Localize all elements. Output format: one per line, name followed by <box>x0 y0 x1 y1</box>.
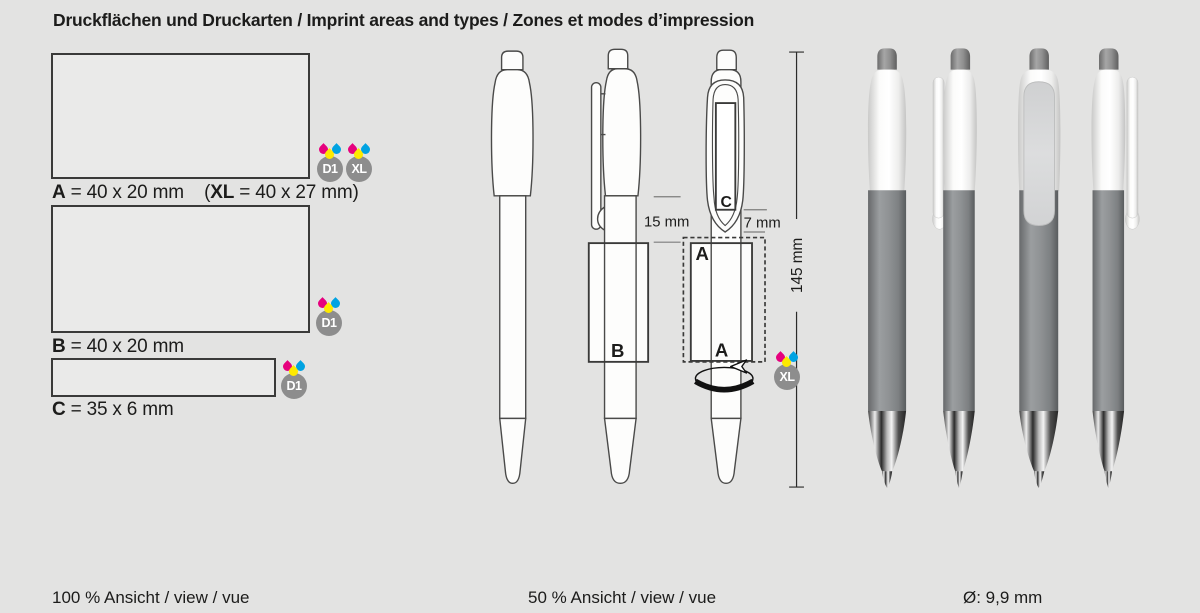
dimension-label-15mm: 15 mm <box>644 214 690 231</box>
pen-clip-front-panel <box>1024 82 1055 226</box>
photo-pen-front-view <box>868 48 906 488</box>
pen-push-button <box>1029 48 1048 69</box>
dimension-label-145mm: 145 mm <box>789 237 807 294</box>
badge-label-xl: XL <box>346 156 372 182</box>
pen-ballpoint-tip <box>1034 471 1044 488</box>
print-type-badge-xl <box>774 351 801 391</box>
badge-label-d1: D1 <box>317 156 343 182</box>
imprint-area-label-b <box>52 336 184 358</box>
pen-push-button <box>951 48 970 69</box>
photo-pen-side-view-clip-right <box>1091 48 1139 488</box>
technical-line-diagram <box>460 40 840 552</box>
imprint-area-box-a <box>51 53 310 179</box>
pen-push-button <box>1099 48 1118 69</box>
pen-upper-body <box>603 69 641 196</box>
dimension-label-7mm: 7 mm <box>743 215 781 232</box>
pen-tip-cone <box>711 418 741 483</box>
pen-upper-body <box>868 70 906 192</box>
view-scale-label-100: 100 % Ansicht / view / vue <box>52 588 250 607</box>
imprint-area-box-c <box>51 358 276 397</box>
badge-label-xl: XL <box>774 364 800 390</box>
area-dims-a: = 40 x 20 mm <box>65 182 184 203</box>
diagram-label-c: C <box>720 193 732 211</box>
area-dims-b: = 40 x 20 mm <box>65 336 184 357</box>
photo-pen-back-view <box>1018 48 1060 488</box>
badge-label-d1: D1 <box>316 310 342 336</box>
area-xl-rest-a: = 40 x 27 mm) <box>234 182 359 203</box>
pen-chrome-cone <box>1093 411 1125 471</box>
pen-push-button <box>877 48 896 69</box>
pen-ballpoint-tip <box>955 471 962 488</box>
print-type-badge-d1 <box>317 143 344 183</box>
pen-ballpoint-tip <box>1105 471 1112 488</box>
pen-chrome-cone <box>943 411 975 471</box>
print-type-badge-d1 <box>281 360 308 400</box>
pen-push-button <box>502 51 523 70</box>
pen-barrel <box>500 196 526 419</box>
print-type-badge-d1 <box>316 297 343 337</box>
area-letter-b: B <box>52 336 66 357</box>
diagram-label-a-bottom: A <box>714 339 729 361</box>
pen-barrel <box>1093 190 1125 411</box>
pen-upper-body <box>1091 70 1125 192</box>
imprint-area-box-b <box>51 205 310 333</box>
view-scale-label-50: 50 % Ansicht / view / vue <box>528 588 717 607</box>
imprint-area-label-c <box>52 399 173 421</box>
pen-upper-body <box>943 70 977 192</box>
page-title: Druckflächen und Druckarten / Imprint areas and types / Zones et modes d’impression <box>53 10 755 30</box>
pen-ballpoint-tip <box>882 471 892 488</box>
badge-label-d1: D1 <box>281 373 307 399</box>
photo-pen-side-view-clip-left <box>933 48 977 488</box>
area-xl-letter-a: XL <box>210 182 235 203</box>
area-letter-c: C <box>52 399 66 420</box>
line-pen-front-view <box>491 51 533 483</box>
area-dims-c: = 35 x 6 mm <box>65 399 174 420</box>
pen-barrel <box>943 190 975 411</box>
diagram-label-a-top: A <box>695 242 709 264</box>
diameter-label: Ø: 9,9 mm <box>963 588 1043 607</box>
pen-clip <box>933 77 944 218</box>
area-letter-a: A <box>52 182 66 203</box>
imprint-area-label-a <box>52 182 359 204</box>
diagram-label-b: B <box>611 340 625 362</box>
pen-push-button <box>608 49 627 68</box>
pen-clip <box>1127 77 1138 218</box>
print-type-badge-xl <box>346 143 373 183</box>
pen-chrome-cone <box>1019 411 1058 471</box>
pen-push-button <box>717 50 736 69</box>
area-xl-open-a: ( <box>183 182 211 203</box>
line-pen-back-view <box>706 50 744 483</box>
pen-clip <box>592 83 601 230</box>
pen-upper-body <box>491 70 533 196</box>
pen-barrel <box>868 190 906 411</box>
pen-chrome-cone <box>868 411 906 471</box>
pen-barrel <box>605 196 637 419</box>
product-photo-pens <box>845 40 1200 552</box>
pen-tip-cone <box>605 418 637 483</box>
pen-tip-cone <box>500 418 526 483</box>
